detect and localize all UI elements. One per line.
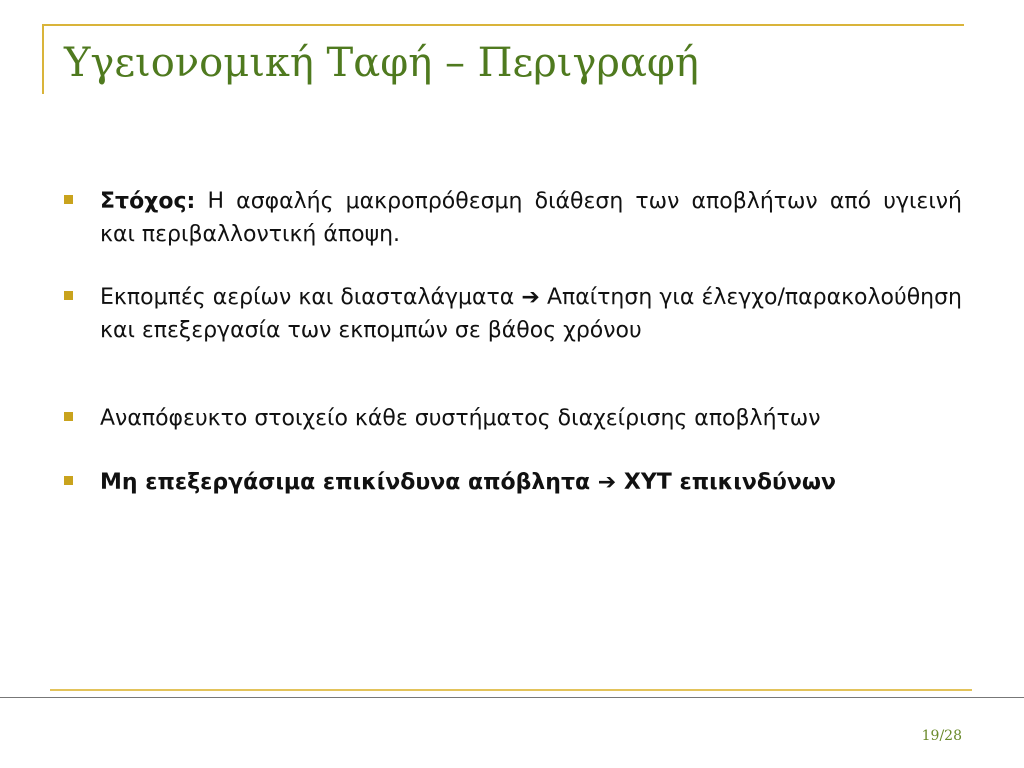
page-number: 19/28	[921, 728, 962, 744]
bullet-body-start: Εκπομπές αερίων και διασταλάγματα	[100, 285, 522, 310]
footer-gold-line	[50, 689, 972, 691]
bullet-text	[100, 466, 962, 499]
bullet-item-hazardous	[64, 466, 964, 499]
top-frame-line	[42, 24, 964, 26]
bullet-text	[100, 185, 962, 251]
bullet-body-end: Απαίτηση για έλεγχο/παρακολούθηση και επεξεργασία των εκπομπών σε βάθος χρόνου	[100, 285, 962, 343]
bullet-item-emissions	[64, 281, 964, 347]
bullet-item-inevitable	[64, 402, 964, 435]
bullet-body: Η ασφαλής μακροπρόθεσμη διάθεση των αποβλήτων από υγιεινή και περιβαλλοντική άποψη.	[100, 189, 962, 247]
footer-divider	[0, 697, 1024, 698]
right-arrow-icon: ➔	[521, 285, 540, 310]
bullet-body-start: Μη επεξεργάσιμα επικίνδυνα απόβλητα	[100, 470, 598, 495]
left-frame-line	[42, 24, 44, 94]
bullet-text	[100, 281, 962, 347]
bullet-label: Στόχος:	[100, 189, 196, 214]
bullet-body-end: ΧΥΤ επικινδύνων	[616, 470, 836, 495]
square-bullet-icon	[64, 195, 73, 204]
bullet-item-goal	[64, 185, 964, 251]
square-bullet-icon	[64, 476, 73, 485]
square-bullet-icon	[64, 291, 73, 300]
square-bullet-icon	[64, 412, 73, 421]
right-arrow-icon: ➔	[597, 470, 617, 495]
slide-title: Υγειονομική Ταφή – Περιγραφή	[64, 40, 699, 86]
bullet-text: Αναπόφευκτο στοιχείο κάθε συστήματος διαχείρισης αποβλήτων	[100, 406, 821, 431]
